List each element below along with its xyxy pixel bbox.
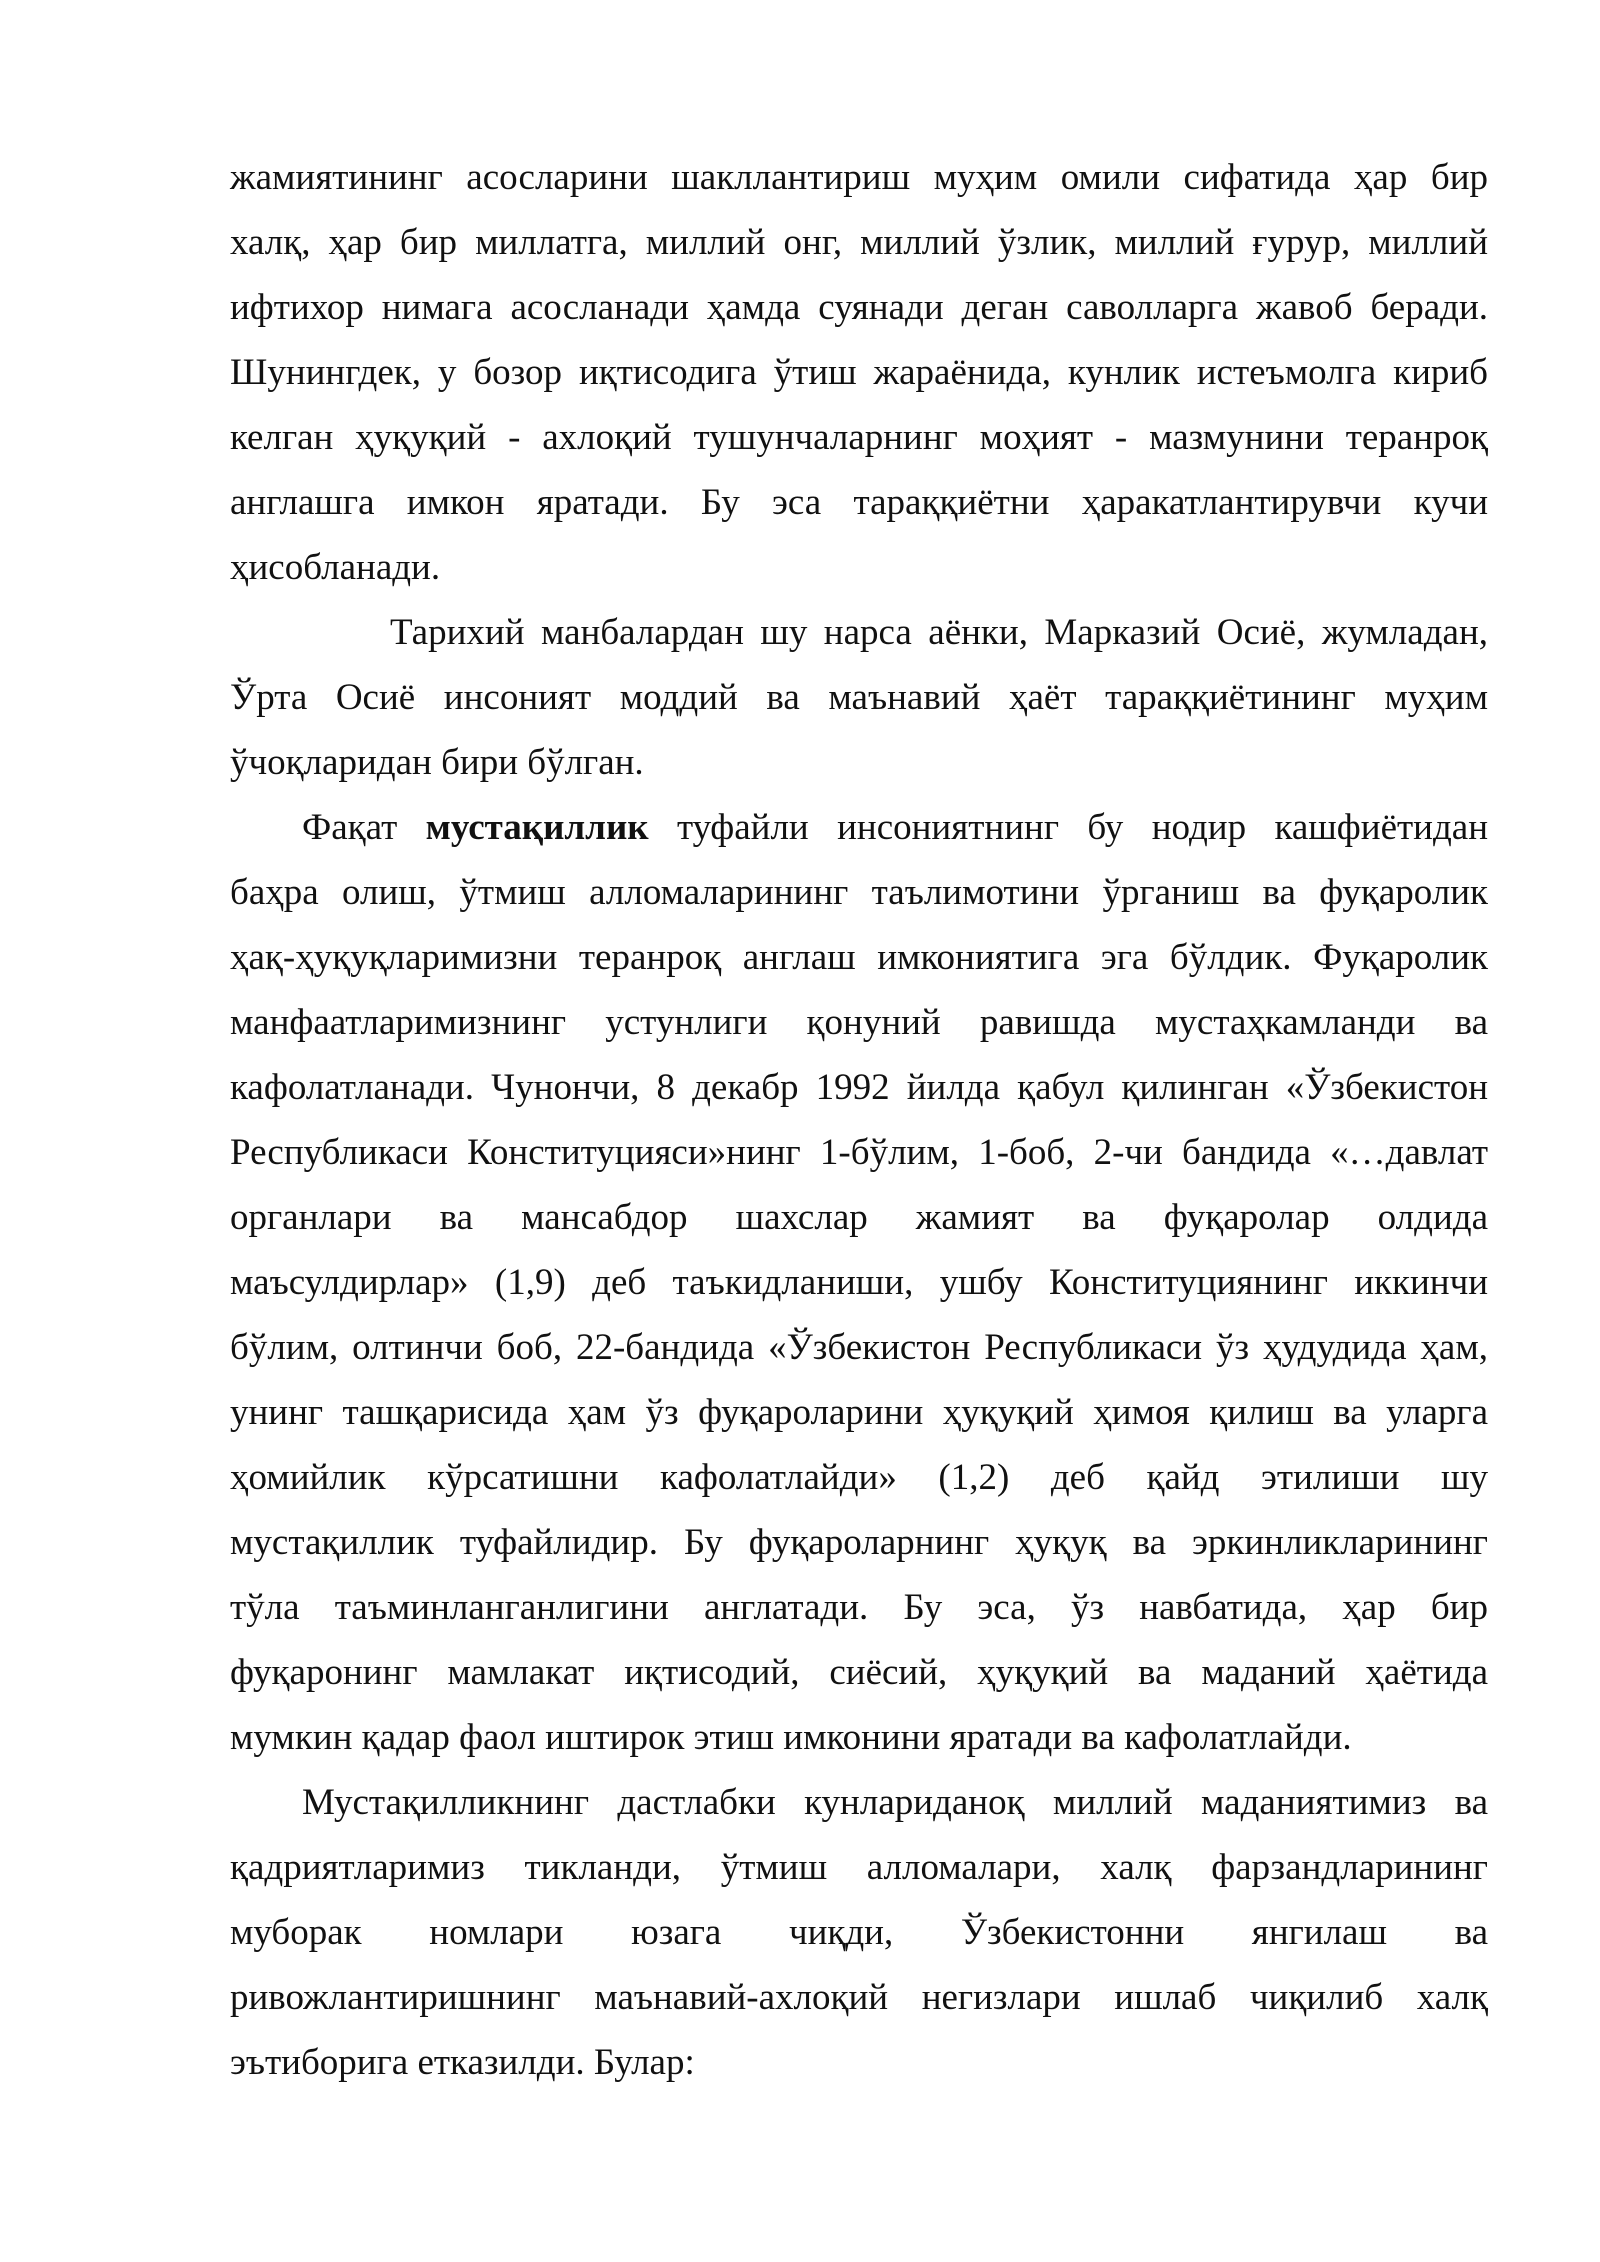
text-line: фуқаронинг мамлакат иқтисодий, сиёсий, ҳуқуқий ва маданий ҳаётида (230, 1652, 1488, 1693)
text-line: ҳисобланади. (230, 547, 441, 588)
text-line: эътиборига етказилди. Булар: (230, 2042, 695, 2083)
text-line: Ўрта Осиё инсоният моддий ва маънавий ҳаёт тараққиётининг муҳим (230, 677, 1488, 718)
text-line (230, 795, 1488, 860)
text-line: англашга имкон яратади. Бу эса тараққиётни ҳаракатлантирувчи кучи (230, 482, 1488, 523)
text-line: ифтихор нимага асосланади ҳамда суянади деган саволларга жавоб беради. (230, 287, 1488, 328)
paragraph-4 (230, 1770, 1488, 2095)
text-line: ўчоқларидан бири бўлган. (230, 742, 644, 783)
text-line: Тарихий манбалардан шу нарса аёнки, Марказий Осиё, жумладан, (390, 612, 1488, 653)
document-body (230, 145, 1488, 2095)
text-line: ҳақ-ҳуқуқларимизни теранроқ англаш имкониятига эга бўлдик. Фуқаролик (230, 937, 1488, 978)
text-line: муборак номлари юзага чиқди, Ўзбекистонни янгилаш ва (230, 1912, 1488, 1953)
text-line: кафолатланади. Чунончи, 8 декабр 1992 йилда қабул қилинган «Ўзбекистон (230, 1067, 1488, 1108)
text-line: мумкин қадар фаол иштирок этиш имконини яратади ва кафолатлайди. (230, 1717, 1352, 1758)
text-line: ҳомийлик кўрсатишни кафолатлайди» (1,2) деб қайд этилиши шу (230, 1457, 1488, 1498)
paragraph-1 (230, 145, 1488, 600)
bold-term: мустақиллик (425, 807, 649, 848)
text-line: қадриятларимиз тикланди, ўтмиш алломалари, халқ фарзандларининг (230, 1847, 1488, 1888)
paragraph-3 (230, 795, 1488, 1770)
text-line: унинг ташқарисида ҳам ўз фуқароларини ҳуқуқий ҳимоя қилиш ва уларга (230, 1392, 1488, 1433)
text-line: маъсулдирлар» (1,9) деб таъкидланиши, ушбу Конституциянинг иккинчи (230, 1262, 1488, 1303)
text-line: мустақиллик туфайлидир. Бу фуқароларнинг ҳуқуқ ва эркинликларининг (230, 1522, 1488, 1563)
text-span: Фақат (302, 807, 398, 848)
text-line: тўла таъминланганлигини англатади. Бу эса, ўз навбатида, ҳар бир (230, 1587, 1488, 1628)
text-line: Республикаси Конституцияси»нинг 1-бўлим, 1-боб, 2-чи бандида «…давлат (230, 1132, 1488, 1173)
text-line: ривожлантиришнинг маънавий-ахлоқий негизлари ишлаб чиқилиб халқ (230, 1977, 1488, 2018)
text-line: манфаатларимизнинг устунлиги қонуний равишда мустаҳкамланди ва (230, 1002, 1488, 1043)
paragraph-2 (230, 600, 1488, 795)
text-line: органлари ва мансабдор шахслар жамият ва фуқаролар олдида (230, 1197, 1488, 1238)
text-span: туфайли инсониятнинг бу нодир кашфиётидан (676, 807, 1489, 848)
text-line: халқ, ҳар бир миллатга, миллий онг, миллий ўзлик, миллий ғурур, миллий (230, 222, 1488, 263)
text-line: Мустақилликнинг дастлабки кунлариданоқ миллий маданиятимиз ва (302, 1782, 1488, 1823)
text-line: жамиятининг асосларини шакллантириш муҳим омили сифатида ҳар бир (230, 157, 1488, 198)
text-line: Шунингдек, у бозор иқтисодига ўтиш жараёнида, кунлик истеъмолга кириб (230, 352, 1488, 393)
text-line: бўлим, олтинчи боб, 22-бандида «Ўзбекистон Республикаси ўз ҳудудида ҳам, (230, 1327, 1488, 1368)
text-line: келган ҳуқуқий - ахлоқий тушунчаларнинг моҳият - мазмунини теранроқ (230, 417, 1488, 458)
text-line: баҳра олиш, ўтмиш алломаларининг таълимотини ўрганиш ва фуқаролик (230, 872, 1488, 913)
